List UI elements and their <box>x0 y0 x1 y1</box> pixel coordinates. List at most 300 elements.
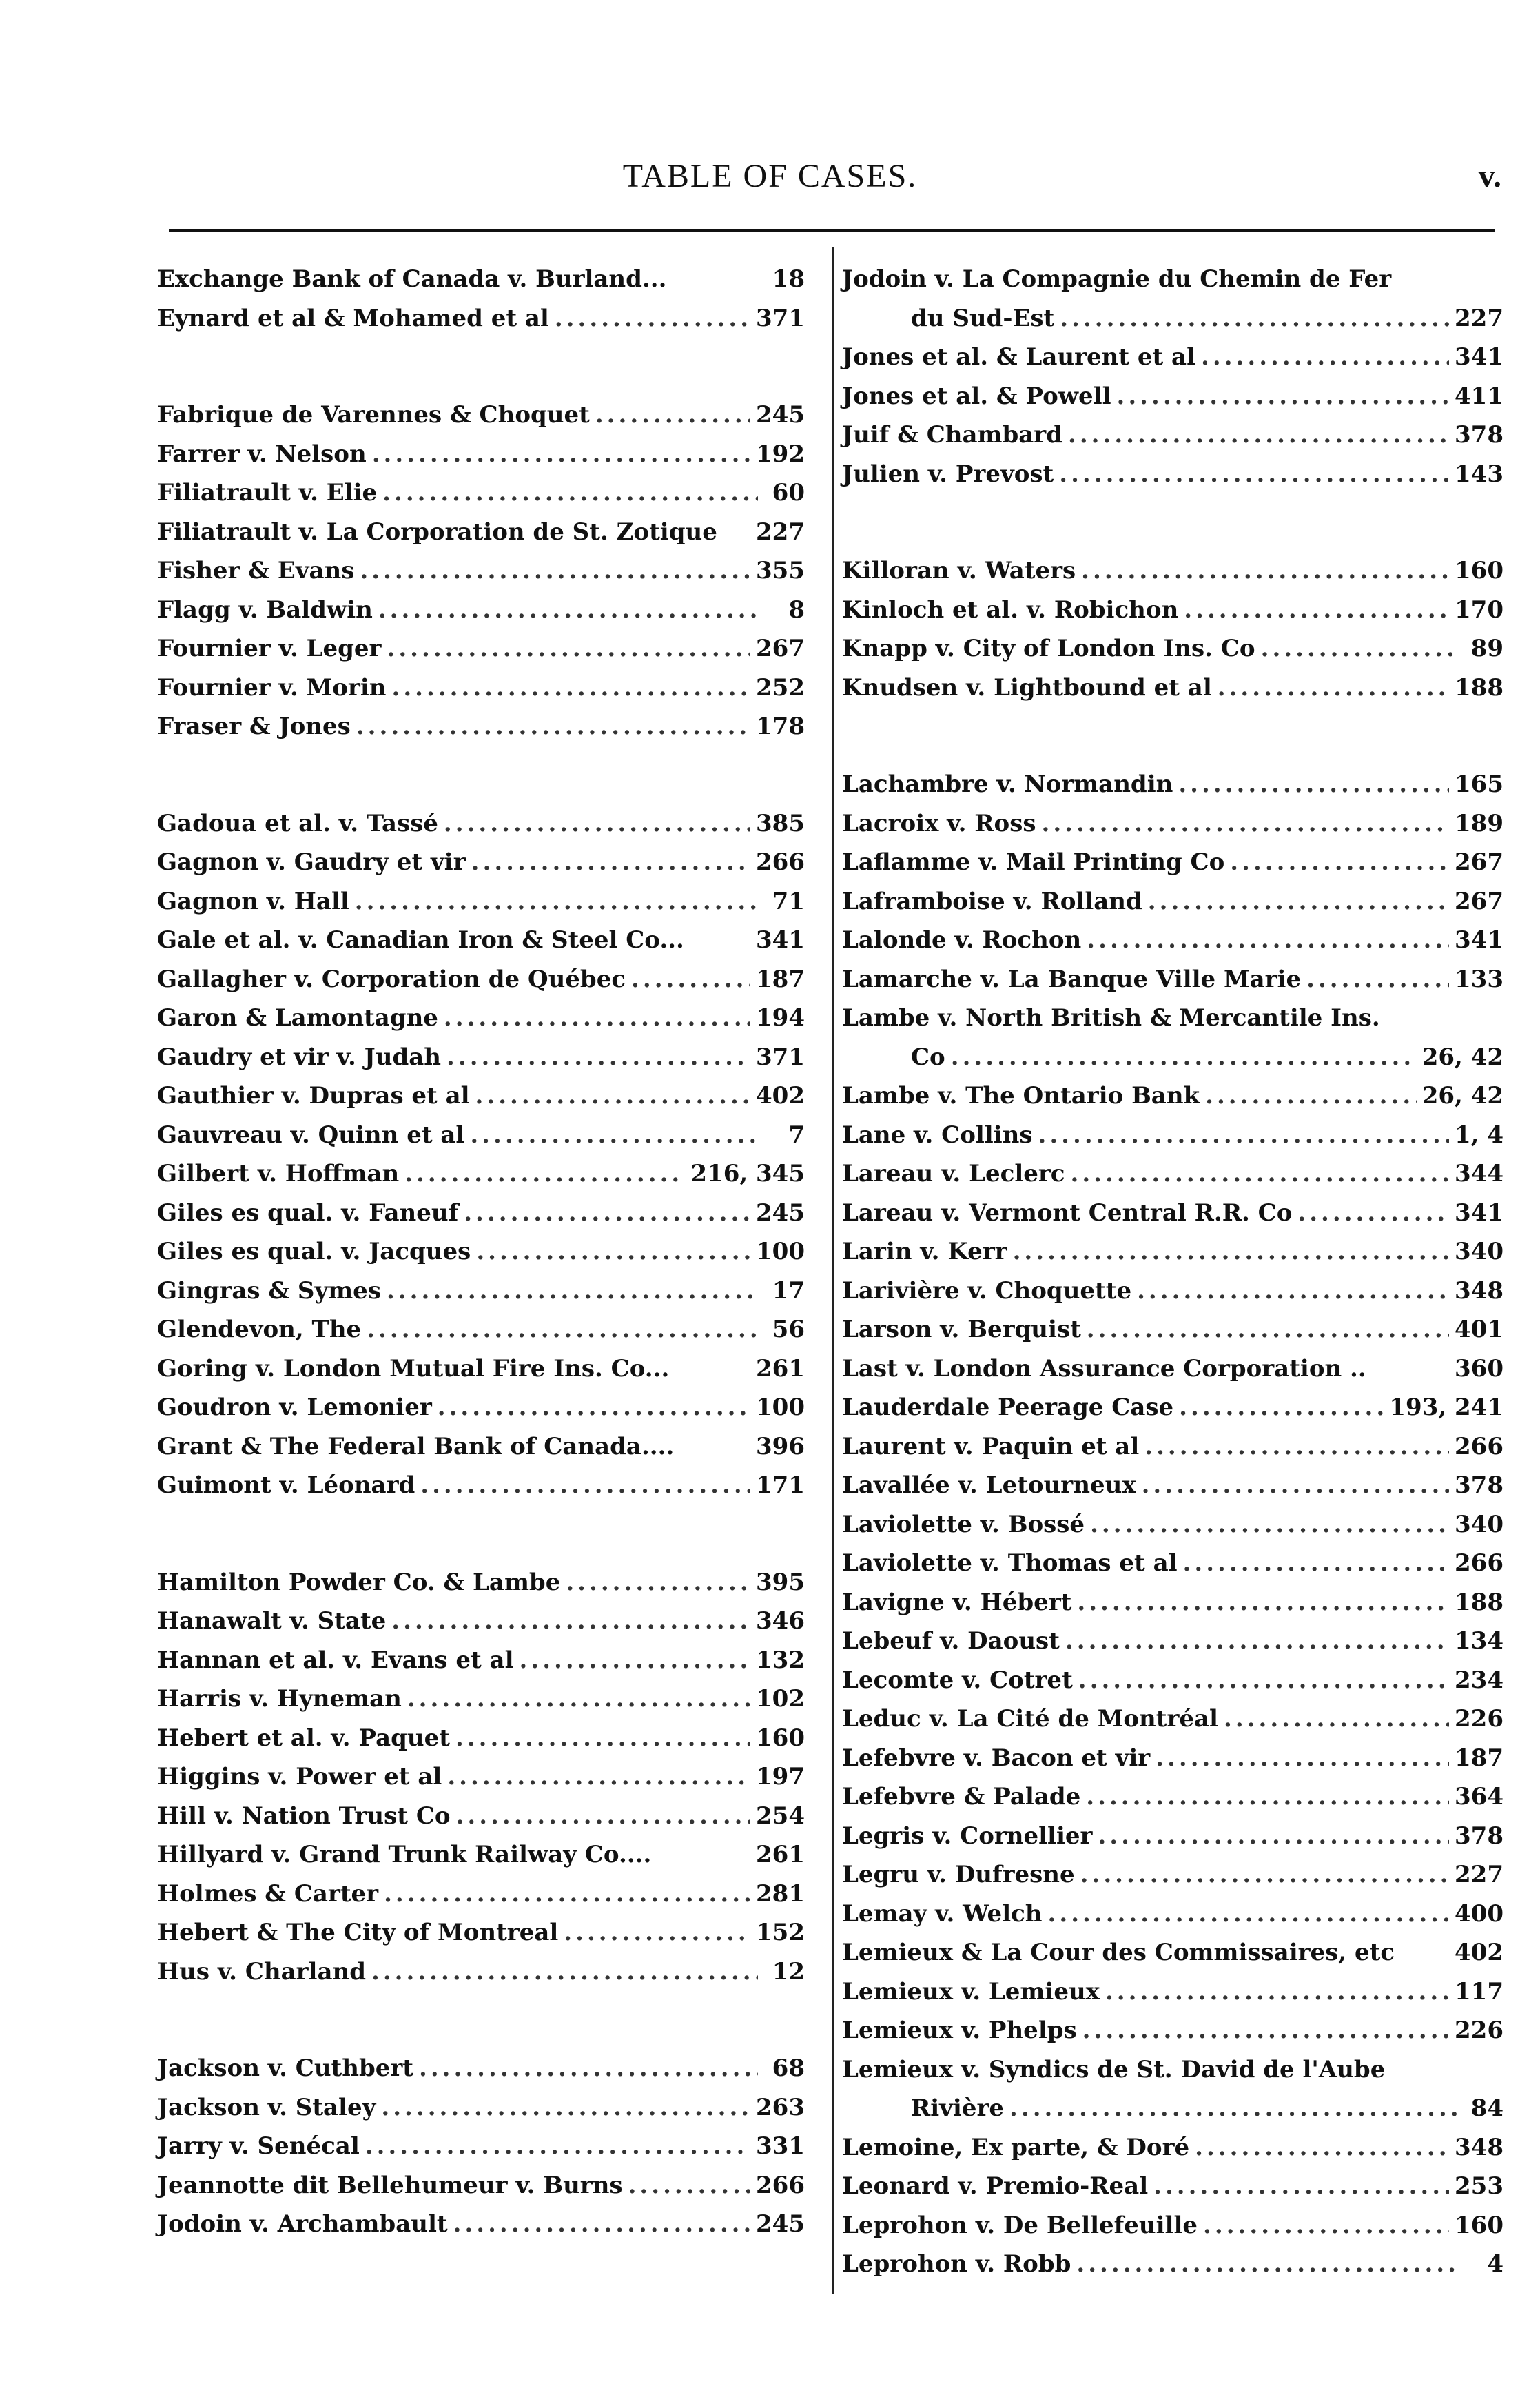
case-page-number: 160 <box>1455 2211 1503 2239</box>
case-name: Lalonde v. Rochon <box>842 926 1082 954</box>
case-entry <box>842 674 1503 713</box>
case-entry <box>157 479 805 518</box>
leader-dots <box>1144 1433 1449 1460</box>
leader-dots <box>1080 1861 1449 1888</box>
case-page-number: 331 <box>756 2132 805 2160</box>
leader-dots <box>1230 848 1449 876</box>
case-page-number: 348 <box>1455 2133 1503 2161</box>
leader-dots <box>365 2132 750 2160</box>
case-name: Eynard et al & Mohamed et al <box>157 304 549 332</box>
case-name: Laurent v. Paquin et al <box>842 1432 1140 1460</box>
leader-dots <box>520 1646 751 1674</box>
case-page-number: 84 <box>1470 2094 1503 2122</box>
case-entry <box>157 1355 805 1394</box>
case-page-number: 378 <box>1455 1471 1503 1499</box>
left-column <box>157 265 805 2250</box>
case-entry <box>842 421 1503 460</box>
case-entry <box>157 966 805 1005</box>
case-page-number: 178 <box>756 713 805 740</box>
case-name: Leduc v. La Cité de Montréal <box>842 1705 1218 1733</box>
case-name: Julien v. Prevost <box>842 460 1054 488</box>
leader-dots <box>951 1043 1417 1071</box>
case-name: Gingras & Symes <box>157 1276 381 1305</box>
case-name: Jeannotte dit Bellehumeur v. Burns <box>157 2171 623 2199</box>
case-entry <box>157 1880 805 1919</box>
case-page-number: 8 <box>788 595 805 624</box>
case-name: Killoran v. Waters <box>842 557 1076 584</box>
case-entry <box>157 2172 805 2211</box>
case-name: Fabrique de Varennes & Choquet <box>157 401 590 429</box>
case-page-number: 263 <box>756 2093 805 2121</box>
case-name: Hamilton Powder Co. & Lambe <box>157 1568 561 1596</box>
case-page-number: 281 <box>756 1879 805 1908</box>
case-name: Lemieux v. Lemieux <box>842 1977 1100 2006</box>
leader-dots <box>356 713 750 740</box>
case-page-number: 171 <box>756 1471 805 1499</box>
case-page-number: 187 <box>756 965 805 993</box>
case-entry <box>157 1082 805 1121</box>
leader-dots <box>1297 1199 1449 1227</box>
case-entry <box>157 1646 805 1686</box>
case-entry <box>157 1569 805 1608</box>
case-entry <box>842 1589 1503 1628</box>
case-page-number: 340 <box>1455 1238 1503 1265</box>
case-entry <box>157 2210 805 2250</box>
case-name: Lemieux v. Syndics de St. David de l'Aube <box>842 2055 1386 2083</box>
leader-dots <box>1178 771 1449 798</box>
leader-dots <box>1183 1549 1449 1577</box>
case-name: Legris v. Cornellier <box>842 1822 1093 1850</box>
case-page-number: 60 <box>772 479 805 507</box>
case-entry <box>842 1627 1503 1666</box>
case-entry <box>842 1471 1503 1511</box>
case-entry <box>157 1763 805 1802</box>
page-number: v. <box>1478 158 1501 194</box>
leader-dots <box>476 1238 750 1265</box>
case-page-number: 165 <box>1455 771 1503 798</box>
leader-dots <box>1224 1705 1449 1733</box>
header-rule <box>169 229 1495 232</box>
case-page-number: 192 <box>756 440 805 468</box>
case-page-number: 341 <box>756 926 805 954</box>
case-page-number: 253 <box>1455 2172 1503 2200</box>
case-name: Lefebvre v. Bacon et vir <box>842 1744 1151 1772</box>
leader-dots <box>1059 460 1449 488</box>
case-entry <box>842 1511 1503 1550</box>
case-entry <box>842 1043 1503 1083</box>
case-name: Juif & Chambard <box>842 421 1062 449</box>
case-name: Lavigne v. Hébert <box>842 1588 1072 1616</box>
case-name: Hanawalt v. State <box>157 1607 387 1635</box>
case-name: Legru v. Dufresne <box>842 1861 1075 1888</box>
case-page-number: 266 <box>756 848 805 876</box>
leader-dots <box>1087 1316 1449 1343</box>
case-page-number: 348 <box>1455 1276 1503 1305</box>
case-page-number: 346 <box>756 1607 805 1635</box>
case-entry <box>157 1277 805 1316</box>
case-page-number: 102 <box>756 1685 805 1713</box>
case-entry <box>157 848 805 888</box>
case-name: Leprohon v. De Bellefeuille <box>842 2211 1198 2239</box>
case-name: Lareau v. Leclerc <box>842 1160 1065 1187</box>
case-name: Giles es qual. v. Faneuf <box>157 1198 459 1227</box>
case-page-number: 355 <box>756 557 805 584</box>
leader-dots <box>1041 810 1449 837</box>
case-entry <box>842 1861 1503 1900</box>
case-name: Harris v. Hyneman <box>157 1685 402 1713</box>
case-page-number: 266 <box>1455 1432 1503 1460</box>
case-entry <box>842 2017 1503 2056</box>
leader-dots <box>382 479 758 507</box>
case-name: Garon & Lamontagne <box>157 1004 438 1032</box>
case-entry <box>157 305 805 344</box>
case-entry <box>842 382 1503 422</box>
case-name: Larivière v. Choquette <box>842 1276 1132 1305</box>
case-name: Fournier v. Morin <box>157 673 387 702</box>
case-page-number: 341 <box>1455 343 1503 371</box>
case-name: Jackson v. Staley <box>157 2093 376 2121</box>
case-entry <box>157 557 805 596</box>
case-name: du Sud-Est <box>911 304 1055 332</box>
case-page-number: 245 <box>756 2210 805 2238</box>
case-page-number: 26, 42 <box>1421 1082 1503 1110</box>
leader-dots <box>372 440 750 468</box>
leader-dots <box>1090 1511 1449 1538</box>
case-name: Lane v. Collins <box>842 1121 1033 1149</box>
case-page-number: 402 <box>1455 1939 1503 1966</box>
case-entry <box>157 1199 805 1238</box>
leader-dots <box>595 401 750 429</box>
case-page-number: 100 <box>756 1238 805 1265</box>
case-name: Larson v. Berquist <box>842 1316 1081 1343</box>
case-name: Holmes & Carter <box>157 1879 379 1908</box>
leader-dots <box>1068 421 1449 449</box>
leader-dots <box>444 1004 750 1032</box>
case-entry <box>842 2056 1503 2095</box>
leader-dots <box>1156 1744 1449 1772</box>
leader-dots <box>1306 966 1449 993</box>
leader-dots <box>1179 1394 1384 1421</box>
case-name: Lemieux & La Cour des Commissaires, etc <box>842 1939 1395 1966</box>
case-entry <box>157 518 805 558</box>
case-name: Laviolette v. Thomas et al <box>842 1549 1178 1577</box>
case-page-number: 234 <box>1455 1666 1503 1694</box>
case-name: Larin v. Kerr <box>842 1238 1007 1265</box>
right-column <box>842 265 1503 2289</box>
leader-dots <box>371 1958 758 1986</box>
leader-dots <box>407 1685 750 1713</box>
case-page-number: 226 <box>1455 2017 1503 2044</box>
leader-dots <box>360 557 750 584</box>
case-page-number: 160 <box>1455 557 1503 584</box>
case-name: Last v. London Assurance Corporation .. <box>842 1354 1366 1383</box>
leader-dots <box>1117 382 1450 410</box>
case-entry <box>842 265 1503 305</box>
case-page-number: 1, 4 <box>1455 1121 1503 1149</box>
case-entry <box>157 401 805 440</box>
leader-dots <box>453 2210 750 2238</box>
case-entry <box>157 1685 805 1724</box>
case-page-number: 71 <box>772 887 805 915</box>
leader-dots <box>1098 1822 1449 1850</box>
case-entry <box>842 596 1503 635</box>
case-page-number: 68 <box>772 2054 805 2082</box>
leader-dots <box>1195 2134 1449 2161</box>
case-entry <box>157 1471 805 1511</box>
case-entry <box>157 635 805 674</box>
case-entry <box>842 1199 1503 1238</box>
case-name: Laframboise v. Rolland <box>842 887 1142 915</box>
case-name: Flagg v. Baldwin <box>157 595 373 624</box>
case-page-number: 266 <box>756 2171 805 2199</box>
case-page-number: 100 <box>756 1394 805 1421</box>
case-page-number: 227 <box>1455 1861 1503 1888</box>
leader-dots <box>1048 1900 1449 1928</box>
case-entry <box>842 926 1503 966</box>
page-title: TABLE OF CASES. <box>622 158 918 194</box>
case-entry <box>842 1316 1503 1355</box>
leader-dots <box>1009 2094 1457 2122</box>
case-name: Gagnon v. Hall <box>157 887 349 915</box>
case-page-number: 252 <box>756 673 805 702</box>
case-name: Hebert & The City of Montreal <box>157 1919 559 1946</box>
leader-dots <box>447 1763 750 1791</box>
case-page-number: 226 <box>1455 1705 1503 1733</box>
case-page-number: 344 <box>1455 1160 1503 1187</box>
case-name: Lemieux v. Phelps <box>842 2017 1077 2044</box>
case-page-number: 267 <box>1455 848 1503 876</box>
case-page-number: 17 <box>772 1276 805 1305</box>
case-page-number: 89 <box>1470 635 1503 662</box>
case-entry <box>842 1082 1503 1121</box>
case-name: Knapp v. City of London Ins. Co <box>842 635 1255 662</box>
case-page-number: 396 <box>756 1432 805 1460</box>
case-entry <box>157 674 805 713</box>
case-name: Lambe v. The Ontario Bank <box>842 1082 1200 1110</box>
case-name: Fournier v. Leger <box>157 635 382 662</box>
case-name: Lareau v. Vermont Central R.R. Co <box>842 1198 1293 1227</box>
case-name: Giles es qual. v. Jacques <box>157 1238 471 1265</box>
case-entry <box>157 265 805 305</box>
case-entry <box>842 2212 1503 2251</box>
case-entry <box>842 966 1503 1005</box>
case-page-number: 117 <box>1455 1977 1503 2006</box>
case-entry <box>157 1160 805 1199</box>
leader-dots <box>419 2054 758 2082</box>
case-entry <box>157 1121 805 1161</box>
case-page-number: 254 <box>756 1802 805 1830</box>
case-page-number: 187 <box>1455 1744 1503 1772</box>
case-name: Laflamme v. Mail Printing Co <box>842 848 1225 876</box>
case-entry <box>157 440 805 480</box>
case-entry <box>842 1160 1503 1199</box>
case-page-number: 170 <box>1455 595 1503 624</box>
leader-dots <box>444 810 750 837</box>
leader-dots <box>464 1199 750 1227</box>
leader-dots <box>404 1160 685 1187</box>
case-entry <box>842 810 1503 849</box>
leader-dots <box>628 2172 750 2199</box>
case-entry <box>842 1744 1503 1784</box>
case-entry <box>157 1802 805 1842</box>
case-name: Laviolette v. Bossé <box>842 1510 1085 1538</box>
case-name: Lemay v. Welch <box>842 1899 1043 1928</box>
case-name: Jodoin v. Archambault <box>157 2210 448 2238</box>
leader-dots <box>1065 1627 1449 1655</box>
section-gap <box>842 713 1503 771</box>
case-page-number: 378 <box>1455 1822 1503 1850</box>
case-entry <box>157 1394 805 1433</box>
case-name: Gale et al. v. Canadian Iron & Steel Co... <box>157 926 684 954</box>
leader-dots <box>391 1607 750 1635</box>
case-name: Gauvreau v. Quinn et al <box>157 1121 465 1149</box>
case-name: Gauthier v. Dupras et al <box>157 1082 470 1110</box>
case-name: Jarry v. Senécal <box>157 2132 360 2160</box>
case-page-number: 402 <box>756 1082 805 1110</box>
case-page-number: 267 <box>1455 887 1503 915</box>
case-entry <box>157 1958 805 1997</box>
case-entry <box>157 1607 805 1646</box>
case-page-number: 227 <box>756 518 805 546</box>
case-name: Hus v. Charland <box>157 1957 366 1986</box>
case-name: Co <box>911 1043 945 1071</box>
case-page-number: 134 <box>1455 1627 1503 1655</box>
leader-dots <box>470 1121 758 1149</box>
leader-dots <box>387 635 750 662</box>
case-entry <box>842 1822 1503 1861</box>
case-name: Guimont v. Léonard <box>157 1471 415 1499</box>
leader-dots <box>1070 1160 1449 1187</box>
case-name: Fraser & Jones <box>157 713 351 740</box>
section-gap <box>842 499 1503 557</box>
case-page-number: 364 <box>1455 1783 1503 1810</box>
case-name: Gaudry et vir v. Judah <box>157 1043 442 1071</box>
column-divider <box>832 247 834 2294</box>
case-name: Gadoua et al. v. Tassé <box>157 809 438 837</box>
case-entry <box>157 1238 805 1277</box>
leader-dots <box>471 848 750 876</box>
case-name: Jodoin v. La Compagnie du Chemin de Fer <box>842 265 1392 293</box>
leader-dots <box>1148 888 1449 915</box>
case-entry <box>157 1433 805 1472</box>
case-page-number: 261 <box>756 1354 805 1383</box>
case-name: Jones et al. & Laurent et al <box>842 343 1196 371</box>
case-name: Filiatrault v. Elie <box>157 479 378 507</box>
case-name: Gilbert v. Hoffman <box>157 1160 400 1187</box>
section-gap <box>157 1997 805 2054</box>
case-name: Lauderdale Peerage Case <box>842 1394 1174 1421</box>
case-name: Fisher & Evans <box>157 557 355 584</box>
case-entry <box>842 305 1503 344</box>
case-entry <box>842 1004 1503 1043</box>
case-page-number: 385 <box>756 809 805 837</box>
case-entry <box>842 1900 1503 1939</box>
leader-dots <box>1086 1783 1449 1810</box>
case-entry <box>842 1939 1503 1978</box>
case-entry <box>842 1666 1503 1706</box>
leader-dots <box>1082 2017 1449 2044</box>
case-page-number: 216, 345 <box>690 1160 805 1187</box>
case-entry <box>842 1433 1503 1472</box>
leader-dots <box>1153 2172 1449 2200</box>
leader-dots <box>1087 926 1449 954</box>
case-name: Lemoine, Ex parte, & Doré <box>842 2133 1190 2161</box>
case-entry <box>842 2250 1503 2289</box>
case-entry <box>842 848 1503 888</box>
case-page-number: 194 <box>756 1004 805 1032</box>
case-entry <box>842 1783 1503 1822</box>
section-gap <box>157 343 805 401</box>
leader-dots <box>391 674 750 702</box>
leader-dots <box>1077 1589 1449 1616</box>
case-page-number: 152 <box>756 1919 805 1946</box>
leader-dots <box>1218 674 1449 702</box>
leader-dots <box>1078 1666 1449 1694</box>
case-page-number: 261 <box>756 1841 805 1868</box>
case-page-number: 340 <box>1455 1510 1503 1538</box>
leader-dots <box>1201 343 1449 371</box>
leader-dots <box>367 1316 758 1343</box>
leader-dots <box>1105 1978 1449 2006</box>
case-page-number: 160 <box>756 1724 805 1752</box>
case-name: Leprohon v. Robb <box>842 2250 1071 2278</box>
case-name: Lebeuf v. Daoust <box>842 1627 1060 1655</box>
leader-dots <box>1184 596 1449 624</box>
case-page-number: 12 <box>772 1957 805 1986</box>
case-entry <box>842 1705 1503 1744</box>
case-name: Jackson v. Cuthbert <box>157 2054 413 2082</box>
leader-dots <box>438 1394 750 1421</box>
case-name: Filiatrault v. La Corporation de St. Zotique <box>157 518 717 546</box>
case-entry <box>157 1724 805 1764</box>
case-entry <box>842 557 1503 596</box>
case-entry <box>842 1277 1503 1316</box>
leader-dots <box>564 1919 750 1946</box>
case-page-number: 411 <box>1455 382 1503 410</box>
case-page-number: 193, 241 <box>1389 1394 1503 1421</box>
leader-dots <box>1261 635 1457 662</box>
case-entry <box>157 1043 805 1083</box>
case-page-number: 7 <box>788 1121 805 1149</box>
leader-dots <box>384 1880 750 1908</box>
leader-dots <box>1137 1277 1449 1305</box>
case-name: Hillyard v. Grand Trunk Railway Co.... <box>157 1841 652 1868</box>
case-entry <box>842 1394 1503 1433</box>
case-name: Goring v. London Mutual Fire Ins. Co... <box>157 1354 670 1383</box>
case-entry <box>157 1004 805 1043</box>
case-page-number: 197 <box>756 1763 805 1791</box>
section-gap <box>157 1511 805 1569</box>
leader-dots <box>1142 1471 1449 1499</box>
leader-dots <box>631 966 750 993</box>
case-name: Gagnon v. Gaudry et vir <box>157 848 466 876</box>
case-page-number: 4 <box>1487 2250 1503 2278</box>
case-name: Glendevon, The <box>157 1316 362 1343</box>
case-entry <box>842 1355 1503 1394</box>
case-page-number: 143 <box>1455 460 1503 488</box>
section-gap <box>157 752 805 810</box>
case-name: Lefebvre & Palade <box>842 1783 1081 1810</box>
case-page-number: 401 <box>1455 1316 1503 1343</box>
case-entry <box>157 926 805 966</box>
case-entry <box>842 888 1503 927</box>
case-page-number: 267 <box>756 635 805 662</box>
leader-dots <box>1060 305 1449 332</box>
page-header <box>0 157 1540 205</box>
case-entry <box>157 1919 805 1958</box>
leader-dots <box>446 1043 750 1071</box>
case-page-number: 56 <box>772 1316 805 1343</box>
